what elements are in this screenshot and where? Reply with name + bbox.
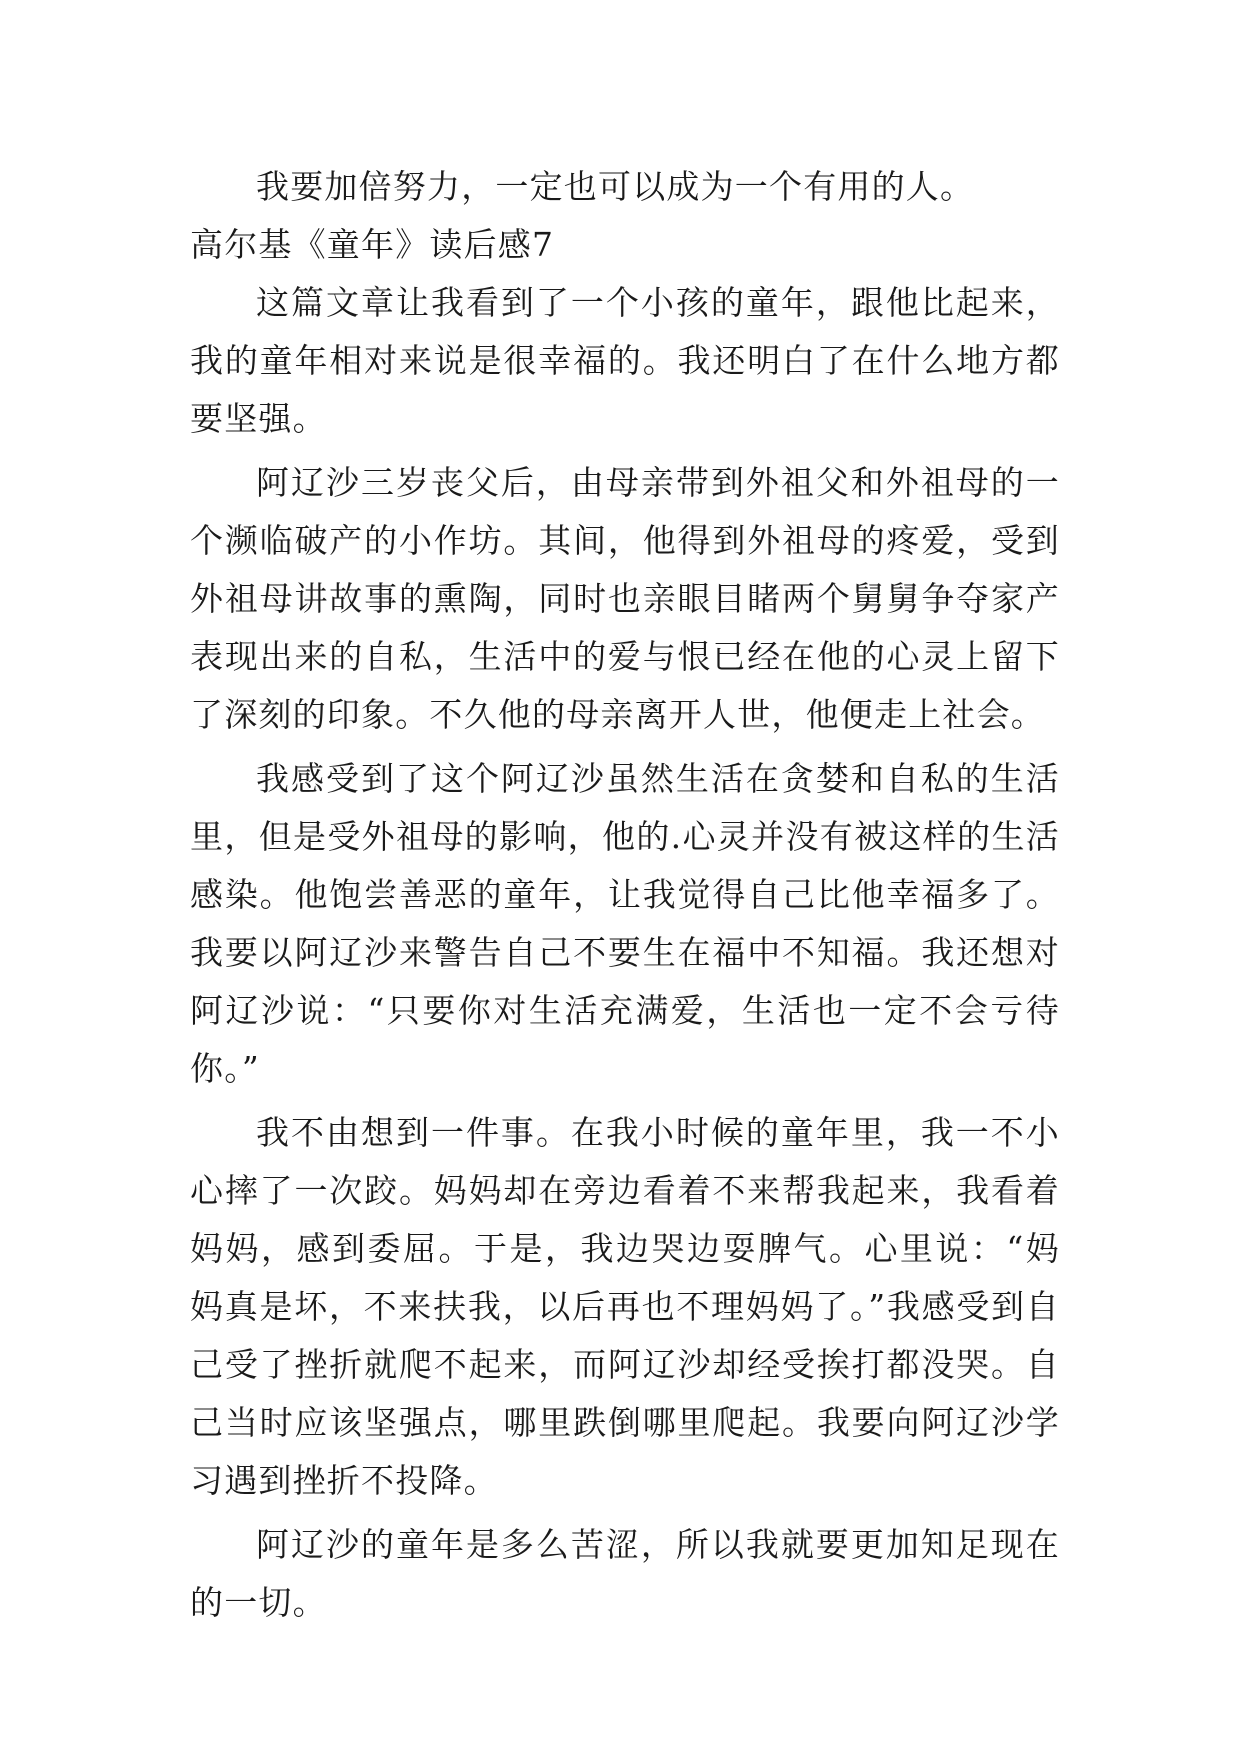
section-heading: 高尔基《童年》读后感7 (190, 225, 555, 264)
paragraph-5: 阿辽沙的童年是多么苦涩，所以我就要更加知足现在的一切。 (190, 1525, 1060, 1622)
paragraph-1: 这篇文章让我看到了一个小孩的童年，跟他比起来，我的童年相对来说是很幸福的。我还明白了在什么地方都要坚强。 (190, 283, 1060, 438)
paragraph-2: 阿辽沙三岁丧父后，由母亲带到外祖父和外祖母的一个濒临破产的小作坊。其间，他得到外祖母的疼爱，受到外祖母讲故事的熏陶，同时也亲眼目睹两个舅舅争夺家产表现出来的自私，生活中的爱与恨已经在他的心灵上留下了深刻的印象。不久他的母亲离开人世，他便走上社会。 (190, 463, 1060, 734)
paragraph-intro: 我要加倍努力，一定也可以成为一个有用的人。 (256, 167, 975, 206)
paragraph-3: 我感受到了这个阿辽沙虽然生活在贪婪和自私的生活里，但是受外祖母的影响，他的.心灵并没有被这样的生活感染。他饱尝善恶的童年，让我觉得自己比他幸福多了。我要以阿辽沙来警告自己不要生在福中不知福。我还想对阿辽沙说：“只要你对生活充满爱，生活也一定不会亏待你。” (190, 759, 1060, 1088)
paragraph-4: 我不由想到一件事。在我小时候的童年里，我一不小心摔了一次跤。妈妈却在旁边看着不来帮我起来，我看着妈妈，感到委屈。于是，我边哭边耍脾气。心里说：“妈妈真是坏，不来扶我，以后再也不理妈妈了。”我感受到自己受了挫折就爬不起来，而阿辽沙却经受挨打都没哭。自己当时应该坚强点，哪里跌倒哪里爬起。我要向阿辽沙学习遇到挫折不投降。 (190, 1113, 1060, 1500)
document-body (190, 158, 1060, 1632)
